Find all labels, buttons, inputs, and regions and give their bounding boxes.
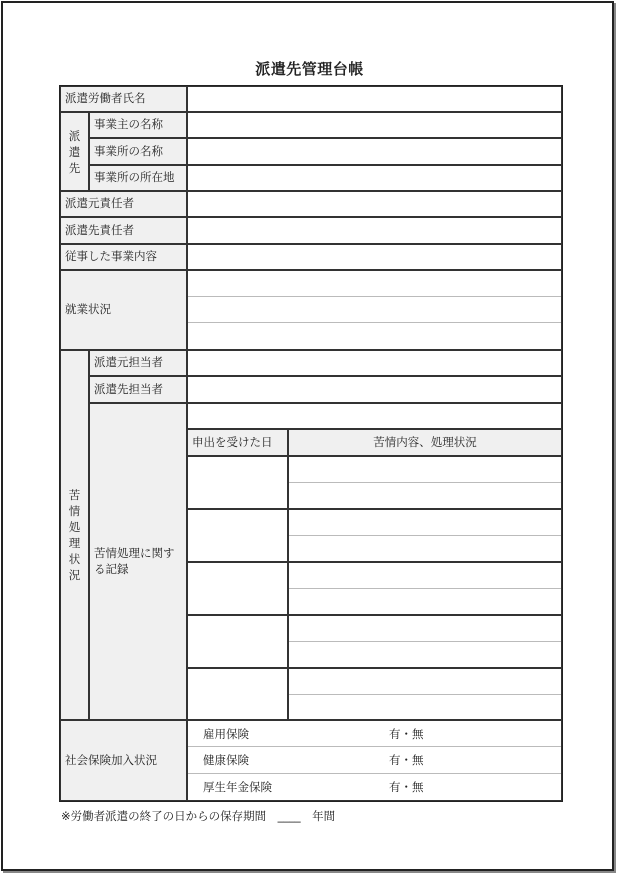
insurance-item-option[interactable]: 有・無	[389, 727, 424, 741]
label-origin-person: 派遣元担当者	[89, 350, 187, 376]
header-complaint-date: 申出を受けた日	[187, 429, 288, 456]
complaint-date-5[interactable]	[187, 668, 288, 720]
label-work-content: 従事した事業内容	[60, 244, 187, 270]
complaint-date-3[interactable]	[187, 562, 288, 615]
field-office-address[interactable]	[187, 165, 562, 191]
complaint-content-5-line	[289, 694, 561, 695]
complaint-content-3-line	[289, 588, 561, 589]
label-origin-manager: 派遣元責任者	[60, 191, 187, 217]
label-social-insurance: 社会保険加入状況	[60, 720, 187, 801]
insurance-divider-1	[188, 746, 561, 747]
field-complaint-records-top[interactable]	[187, 403, 562, 429]
label-destination-person: 派遣先担当者	[89, 376, 187, 403]
label-employer-name: 事業主の名称	[89, 112, 187, 138]
label-office-name: 事業所の名称	[89, 138, 187, 165]
field-destination-person[interactable]	[187, 376, 562, 403]
field-destination-manager[interactable]	[187, 217, 562, 244]
complaint-content-2-line	[289, 535, 561, 536]
label-complaint-records: 苦情処理に関する記録	[89, 403, 187, 720]
field-worker-name[interactable]	[187, 86, 562, 112]
label-employment-status: 就業状況	[60, 270, 187, 350]
label-office-address: 事業所の所在地	[89, 165, 187, 191]
insurance-item-option[interactable]: 有・無	[389, 753, 424, 767]
field-employer-name[interactable]	[187, 112, 562, 138]
field-work-content[interactable]	[187, 244, 562, 270]
label-destination-group: 派遣先	[60, 112, 89, 191]
complaint-content-1-line	[289, 482, 561, 483]
field-employment-status-line2	[188, 322, 561, 323]
field-origin-manager[interactable]	[187, 191, 562, 217]
document-title: 派遣先管理台帳	[255, 60, 364, 78]
complaint-date-2[interactable]	[187, 509, 288, 562]
insurance-item-option[interactable]: 有・無	[389, 780, 424, 794]
label-destination-manager: 派遣先責任者	[60, 217, 187, 244]
complaint-date-4[interactable]	[187, 615, 288, 668]
retention-period-note: ※労働者派遣の終了の日からの保存期間 ____ 年間	[61, 809, 336, 823]
label-worker-name: 派遣労働者氏名	[60, 86, 187, 112]
field-office-name[interactable]	[187, 138, 562, 165]
insurance-item-name: 厚生年金保険	[203, 780, 272, 794]
field-employment-status-line1	[188, 296, 561, 297]
complaint-date-1[interactable]	[187, 456, 288, 509]
field-employment-status[interactable]	[187, 270, 562, 350]
complaint-content-4-line	[289, 641, 561, 642]
insurance-item-name: 雇用保険	[203, 727, 249, 741]
header-complaint-content: 苦情内容、処理状況	[288, 429, 562, 456]
label-complaints-group: 苦情処理状況	[60, 350, 89, 720]
insurance-item-name: 健康保険	[203, 753, 249, 767]
field-origin-person[interactable]	[187, 350, 562, 376]
insurance-divider-2	[188, 773, 561, 774]
